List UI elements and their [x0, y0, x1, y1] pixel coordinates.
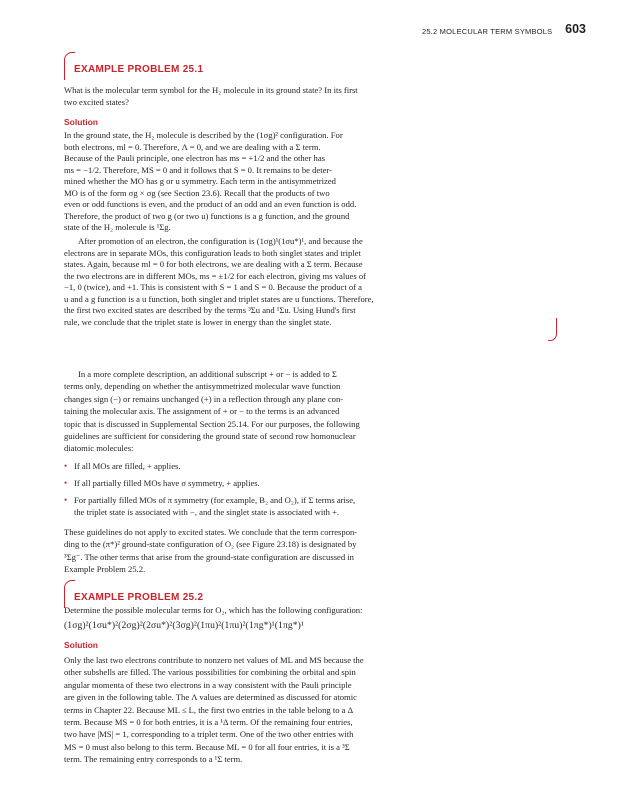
- text-line: two have |MS| = 1, corresponding to a triplet term. One of the two other entries with: [64, 729, 354, 740]
- text-line: two excited states?: [64, 97, 129, 108]
- text-line: ding to the (π*)² ground-state configuration of O₂ (see Figure 23.18) is designated by: [64, 539, 357, 550]
- text-line: the triplet state is associated with −, and the singlet state is associated with +.: [74, 507, 340, 518]
- text-line: Example Problem 25.2.: [64, 564, 146, 575]
- problem1-question: [64, 84, 558, 109]
- text-line: diatomic molecules:: [64, 443, 134, 454]
- text-line: both electrons, ml = 0. Therefore, Λ = 0, and we are dealing with a Σ term.: [64, 141, 321, 152]
- text-line: For partially filled MOs of π symmetry (for example, B₂ and O₂), if Σ terms arise,: [74, 495, 356, 505]
- bullet-icon: •: [64, 478, 68, 488]
- text-line: state of the H₂ molecule is ¹Σg.: [64, 222, 171, 232]
- example-heading-2: EXAMPLE PROBLEM 25.2: [74, 592, 204, 603]
- text-line: term. The remaining entry corresponds to a ¹Σ term.: [64, 754, 243, 765]
- text-line: other subshells are filled. The various possibilities for combining the orbital and spin: [64, 667, 356, 678]
- bullet-icon: •: [64, 495, 68, 505]
- electron-configuration: (1σg)²(1σu*)²(2σg)²(2σu*)²(3σg)²(1πu)²(1πu)²(1πg*)¹(1πg*)¹: [64, 620, 304, 631]
- running-header: [400, 22, 600, 42]
- text-line: the two electrons are in different MOs, ms = ±1/2 for each electron, giving ms values of: [64, 270, 366, 281]
- example-frame-close-1: [548, 318, 557, 341]
- bullet-item: [64, 460, 558, 473]
- text-line: rule, we conclude that the triplet state is lower in energy than the singlet state.: [64, 316, 332, 327]
- example-frame-hook-1: [64, 52, 75, 63]
- text-line: −1, 0 (twice), and +1. This is consistent with S = 1 and S = 0. Because the product of a: [64, 282, 362, 292]
- text-line: even or odd functions is even, and the product of an odd and an even function is odd.: [64, 199, 357, 209]
- text-line: states. Again, because ml = 0 for both electrons, we are dealing with a Σ term. Because: [64, 259, 363, 269]
- text-line: These guidelines do not apply to excited states. We conclude that the term correspon-: [64, 527, 358, 537]
- solution-heading-1: Solution: [64, 117, 98, 127]
- text-line: guidelines are sufficient for considering the ground state of second row homonuclear: [64, 431, 356, 442]
- bullet-item: [64, 494, 558, 520]
- text-line: Because of the Pauli principle, one electron has ms = +1/2 and the other has: [64, 153, 325, 163]
- problem2-solution: [64, 654, 558, 766]
- solution-heading-2: Solution: [64, 640, 98, 650]
- text-line: terms only, depending on whether the antisymmetrized molecular wave function: [64, 381, 341, 392]
- text-line: MS = 0 must also belong to this term. Because ML = 0 for all four entries, it is a ³Σ: [64, 741, 350, 752]
- text-line: taining the molecular axis. The assignment of + or − to the terms is an advanced: [64, 406, 340, 417]
- text-line: changes sign (−) or remains unchanged (+) in a reflection through any plane con-: [64, 393, 344, 404]
- text-line: ms = −1/2. Therefore, MS = 0 and it follows that S = 0. It remains to be deter-: [64, 164, 332, 175]
- text-line: electrons are in separate MOs, this configuration leads to both singlet states and triplet: [64, 247, 361, 258]
- text-line: In a more complete description, an additional subscript + or − is added to Σ: [78, 369, 337, 379]
- text-line: Therefore, the product of two g (or two u) functions is a g function, and the ground: [64, 210, 350, 221]
- text-line: terms in Chapter 22. Because ML ≤ L, the first two entries in the table belong to a Δ: [64, 704, 354, 715]
- body-paragraph-2: [64, 526, 558, 576]
- problem1-solution-para1: [64, 130, 558, 234]
- bullet-text: [74, 494, 355, 519]
- text-line: the first two excited states are described by the terms ³Σu and ¹Σu. Using Hund's first: [64, 305, 356, 315]
- problem1-solution-para2: [64, 236, 558, 328]
- text-line: ³Σg⁻. The other terms that arise from the ground-state configuration are discussed in: [64, 551, 354, 562]
- text-line: mined whether the MO has g or u symmetry. Each term in the antisymmetrized: [64, 176, 336, 186]
- text-line: angular momenta of these two electrons in a way consistent with the Pauli principle: [64, 679, 352, 690]
- text-line: MO is of the form σg × σg (see Section 23.6). Recall that the products of two: [64, 187, 330, 198]
- bullet-item: [64, 477, 558, 490]
- section-title: 25.2 MOLECULAR TERM SYMBOLS: [422, 27, 553, 36]
- text-line: After promotion of an electron, the configuration is (1σg)¹(1σu*)¹, and because the: [78, 236, 363, 246]
- example-frame-hook-2: [64, 580, 75, 591]
- example-heading-1: EXAMPLE PROBLEM 25.1: [74, 64, 204, 75]
- text-line: What is the molecular term symbol for the H₂ molecule in its ground state? In its first: [64, 85, 358, 95]
- example-frame-1: [64, 60, 65, 80]
- bullet-text: If all MOs are filled, + applies.: [74, 461, 181, 471]
- problem2-question: Determine the possible molecular terms for O₂, which has the following configuration:: [64, 605, 363, 615]
- text-line: Only the last two electrons contribute to nonzero net values of ML and MS because the: [64, 655, 364, 665]
- page-number: 603: [565, 22, 586, 36]
- text-line: topic that is discussed in Supplemental Section 25.14. For our purposes, the following: [64, 418, 360, 429]
- text-line: u and a g function is a u function, both singlet and triplet states are u functions. Therefore,: [64, 293, 374, 304]
- text-line: term. Because MS = 0 for both entries, it is a ¹Δ term. Of the remaining four entries,: [64, 717, 353, 728]
- text-line: In the ground state, the H₂ molecule is described by the (1σg)² configuration. For: [64, 130, 343, 140]
- body-paragraph-1: [64, 368, 558, 455]
- bullet-icon: •: [64, 461, 68, 471]
- text-line: are given in the following table. The Λ values are determined as discussed for atomic: [64, 692, 357, 703]
- bullet-text: If all partially filled MOs have σ symmetry, + applies.: [74, 478, 260, 488]
